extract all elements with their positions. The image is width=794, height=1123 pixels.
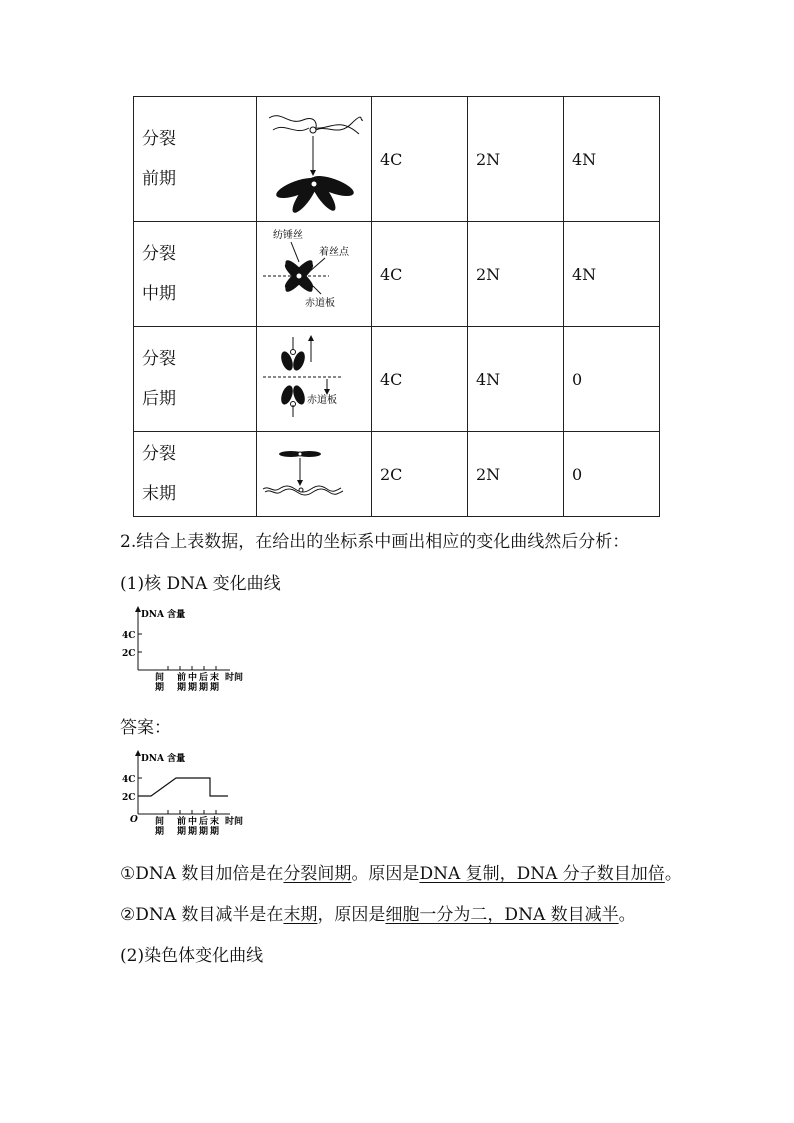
y-tick-label: 4C bbox=[122, 775, 136, 785]
text-span: ，原因是 bbox=[317, 905, 386, 925]
chromatid-cell bbox=[564, 97, 660, 222]
x-tick-label: 期 bbox=[210, 827, 220, 837]
answer-blank: 末期 bbox=[283, 905, 318, 925]
equatorial-plate-label: 赤道板 bbox=[307, 395, 337, 406]
x-tick-label: 期 bbox=[199, 827, 209, 837]
text-span: 。 bbox=[618, 905, 636, 925]
question-2: 2.结合上表数据，在给出的坐标系中画出相应的变化曲线然后分析： bbox=[120, 532, 630, 552]
spindle-label: 纺锤丝 bbox=[273, 230, 303, 241]
stage-cell bbox=[134, 97, 257, 222]
text-span: 。 bbox=[664, 864, 682, 884]
x-tick-label: 前 bbox=[177, 673, 187, 683]
chromatid-value: 4N bbox=[572, 149, 597, 169]
chromatid-cell bbox=[564, 432, 660, 517]
prophase-image-cell bbox=[257, 97, 372, 222]
stage-label: 中期 bbox=[142, 284, 176, 304]
x-tick-label: 末 bbox=[210, 673, 220, 683]
analysis-point-2 bbox=[120, 900, 636, 925]
dna-cell bbox=[372, 327, 468, 432]
text-span: ②DNA 数目减半是在 bbox=[120, 905, 284, 925]
x-axis-label: 时间 bbox=[225, 673, 244, 683]
analysis-point-1 bbox=[120, 859, 682, 884]
stage-label: 分裂 bbox=[142, 244, 176, 264]
x-tick-label: 前 bbox=[177, 817, 187, 827]
centromere-label: 着丝点 bbox=[319, 247, 349, 258]
x-tick-label: 期 bbox=[210, 683, 220, 693]
subheading-chromosome-curve: (2)染色体变化曲线 bbox=[120, 946, 264, 966]
table-row bbox=[134, 327, 660, 432]
text-span: 。原因是 bbox=[351, 864, 420, 884]
x-tick-label: 期 bbox=[155, 683, 165, 693]
dna-curve-line bbox=[138, 778, 228, 796]
prophase-diagram bbox=[259, 100, 369, 215]
x-tick-label: 期 bbox=[155, 827, 165, 837]
chromosome-value: 2N bbox=[476, 464, 501, 484]
chromatid-value: 4N bbox=[572, 264, 597, 284]
y-tick-label: 2C bbox=[122, 793, 136, 803]
text-span: ①DNA 数目加倍是在 bbox=[120, 864, 284, 884]
dna-cell bbox=[372, 222, 468, 327]
x-tick-label: 后 bbox=[199, 673, 209, 683]
x-tick-label: 期 bbox=[177, 827, 187, 837]
metaphase-image-cell bbox=[257, 222, 372, 327]
chromosome-value: 2N bbox=[476, 264, 501, 284]
x-tick-label: 间 bbox=[155, 817, 165, 827]
x-tick-label: 期 bbox=[199, 683, 209, 693]
y-tick-label: 2C bbox=[122, 649, 136, 659]
table-row bbox=[134, 222, 660, 327]
table-row bbox=[134, 432, 660, 517]
anaphase-image-cell bbox=[257, 327, 372, 432]
stage-label: 前期 bbox=[142, 169, 176, 189]
chromatid-cell bbox=[564, 222, 660, 327]
chromosome-cell bbox=[468, 97, 564, 222]
telophase-diagram bbox=[259, 432, 369, 512]
dna-value: 4C bbox=[380, 149, 403, 169]
x-tick-label: 间 bbox=[155, 673, 165, 683]
answer-blank: 细胞一分为二，DNA 数目减半 bbox=[385, 905, 619, 925]
equatorial-plate-label: 赤道板 bbox=[305, 298, 335, 309]
stage-label: 末期 bbox=[142, 484, 176, 504]
stage-cell bbox=[134, 222, 257, 327]
stage-cell bbox=[134, 327, 257, 432]
dna-cell bbox=[372, 432, 468, 517]
x-tick-label: 后 bbox=[199, 817, 209, 827]
anaphase-diagram bbox=[259, 327, 369, 427]
stage-cell bbox=[134, 432, 257, 517]
x-tick-label: 中 bbox=[188, 817, 198, 827]
table-row bbox=[134, 97, 660, 222]
metaphase-diagram bbox=[259, 222, 369, 322]
chromosome-cell bbox=[468, 327, 564, 432]
y-axis-label: DNA 含量 bbox=[141, 610, 186, 620]
mitosis-table bbox=[133, 96, 660, 517]
telophase-image-cell bbox=[257, 432, 372, 517]
answer-blank: DNA 复制，DNA 分子数目加倍 bbox=[419, 864, 665, 884]
blank-dna-axes bbox=[118, 604, 258, 694]
chromosome-value: 4N bbox=[476, 369, 501, 389]
chromosome-value: 2N bbox=[476, 149, 501, 169]
origin-label: O bbox=[130, 815, 138, 825]
x-tick-label: 中 bbox=[188, 673, 198, 683]
chromatid-cell bbox=[564, 327, 660, 432]
y-axis-label: DNA 含量 bbox=[141, 754, 186, 764]
x-tick-label: 末 bbox=[210, 817, 220, 827]
stage-label: 分裂 bbox=[142, 129, 176, 149]
stage-label: 后期 bbox=[142, 389, 176, 409]
x-tick-label: 期 bbox=[188, 683, 198, 693]
answer-blank: 分裂间期 bbox=[283, 864, 352, 884]
dna-value: 4C bbox=[380, 264, 403, 284]
x-tick-label: 期 bbox=[177, 683, 187, 693]
chromosome-cell bbox=[468, 222, 564, 327]
x-tick-label: 期 bbox=[188, 827, 198, 837]
y-tick-label: 4C bbox=[122, 631, 136, 641]
dna-value: 2C bbox=[380, 464, 403, 484]
chromosome-cell bbox=[468, 432, 564, 517]
chromatid-value: 0 bbox=[572, 369, 583, 389]
x-axis-label: 时间 bbox=[225, 817, 244, 827]
chromatid-value: 0 bbox=[572, 464, 583, 484]
answer-dna-chart bbox=[118, 748, 258, 838]
dna-cell bbox=[372, 97, 468, 222]
stage-label: 分裂 bbox=[142, 444, 176, 464]
answer-label: 答案： bbox=[120, 718, 171, 738]
subheading-dna-curve: (1)核 DNA 变化曲线 bbox=[120, 574, 281, 594]
dna-value: 4C bbox=[380, 369, 403, 389]
stage-label: 分裂 bbox=[142, 349, 176, 369]
